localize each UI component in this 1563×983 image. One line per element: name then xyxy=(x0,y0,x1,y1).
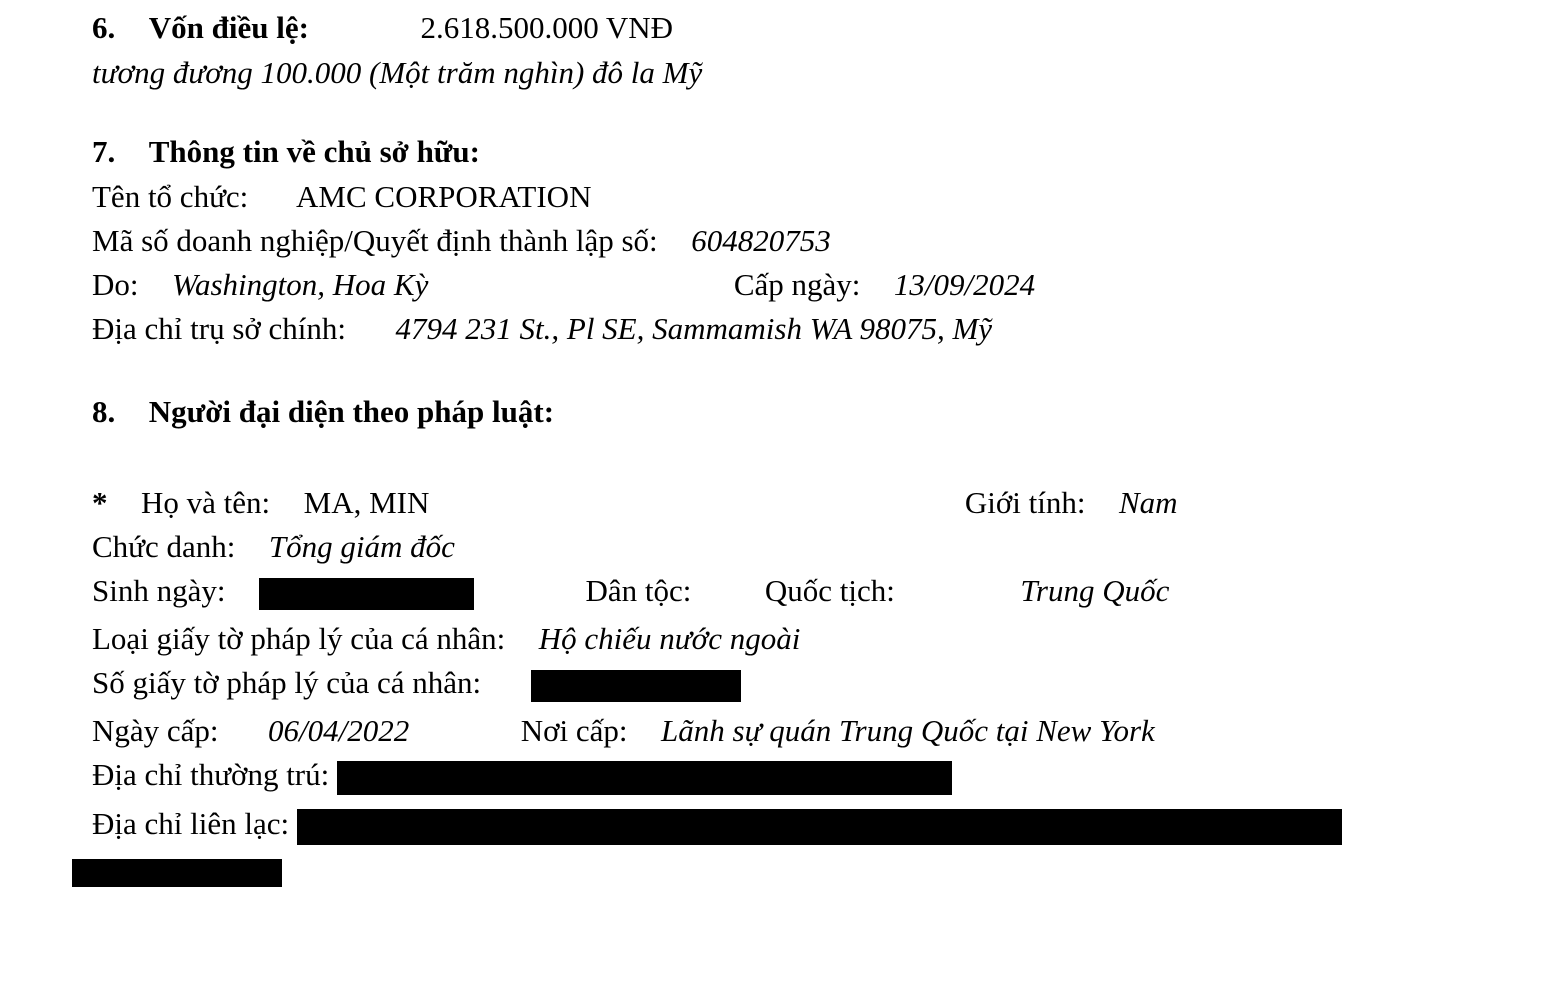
representative-name-label: Họ và tên: xyxy=(141,485,271,520)
owner-issued-date-label: Cấp ngày: xyxy=(733,267,861,302)
representative-contact-address-label: Địa chỉ liên lạc: xyxy=(92,805,290,841)
representative-doctype-line xyxy=(92,620,1563,656)
redaction-docnumber xyxy=(531,670,741,702)
document-page xyxy=(0,12,1563,983)
capital-equivalent-line: tương đương 100.000 (Một trăm nghìn) đô la Mỹ xyxy=(92,55,703,90)
representative-docissueplace-value: Lãnh sự quán Trung Quốc tại New York xyxy=(661,712,1155,748)
owner-issued-by-value: Washington, Hoa Kỳ xyxy=(172,267,429,302)
representative-birthdate-line xyxy=(92,575,1563,610)
representative-docissuedate-label: Ngày cấp: xyxy=(92,712,219,748)
owner-org-name-value: AMC CORPORATION xyxy=(296,179,592,214)
representative-doctype-label: Loại giấy tờ pháp lý của cá nhân: xyxy=(92,620,506,656)
redaction-contact-address-2 xyxy=(72,859,282,887)
capital-line xyxy=(92,12,1563,43)
representative-gender-value: Nam xyxy=(1118,485,1178,520)
representative-ethnicity-label: Dân tộc: xyxy=(585,573,692,608)
owner-org-name-line xyxy=(92,181,1563,212)
representative-nationality-value: Trung Quốc xyxy=(1020,573,1170,608)
representative-nationality-label: Quốc tịch: xyxy=(764,573,895,608)
owner-hq-address-label: Địa chỉ trụ sở chính: xyxy=(92,311,347,346)
representative-doctype-value: Hộ chiếu nước ngoài xyxy=(538,620,801,656)
owner-heading-text: Thông tin về chủ sở hữu: xyxy=(148,134,480,169)
owner-issuer-line xyxy=(92,269,1563,300)
representative-position-line xyxy=(92,531,1563,562)
owner-business-code-label: Mã số doanh nghiệp/Quyết định thành lập số: xyxy=(92,223,658,258)
representative-position-label: Chức danh: xyxy=(92,529,236,564)
owner-hq-address-value: 4794 231 St., Pl SE, Sammamish WA 98075, Mỹ xyxy=(395,311,993,346)
representative-docnumber-label: Số giấy tờ pháp lý của cá nhân: xyxy=(92,664,482,700)
representative-docissueplace-label: Nơi cấp: xyxy=(520,712,628,748)
representative-number: 8. xyxy=(92,394,116,429)
owner-business-code-line xyxy=(92,225,1563,256)
redaction-permanent-address xyxy=(337,761,952,795)
redaction-contact-address xyxy=(297,809,1342,845)
representative-docissuedate-value: 06/04/2022 xyxy=(268,712,410,748)
representative-birthdate-label: Sinh ngày: xyxy=(92,573,226,608)
representative-docissue-line xyxy=(92,712,1563,748)
capital-value: 2.618.500.000 VNĐ xyxy=(420,10,674,45)
capital-heading: Vốn điều lệ: xyxy=(148,10,309,45)
owner-section-heading xyxy=(92,136,1563,167)
owner-org-name-label: Tên tổ chức: xyxy=(92,179,249,214)
representative-position-value: Tổng giám đốc xyxy=(268,529,455,564)
representative-name-line xyxy=(92,487,1563,518)
owner-issued-by-label: Do: xyxy=(92,267,139,302)
representative-gender-label: Giới tính: xyxy=(964,485,1086,520)
representative-contact-address-line xyxy=(92,805,1563,845)
representative-contact-address-line-2 xyxy=(72,855,1563,888)
owner-number: 7. xyxy=(92,134,116,169)
representative-section-heading xyxy=(92,396,1563,427)
redaction-birthdate xyxy=(259,578,474,610)
capital-number: 6. xyxy=(92,10,116,45)
owner-business-code-value: 604820753 xyxy=(691,223,831,258)
representative-permanent-address-label: Địa chỉ thường trú: xyxy=(92,756,330,792)
owner-hq-address-line xyxy=(92,313,1563,344)
owner-issued-date-value: 13/09/2024 xyxy=(893,267,1036,302)
bullet-marker: * xyxy=(92,485,108,520)
representative-name-value: MA, MIN xyxy=(303,485,430,520)
representative-permanent-address-line xyxy=(92,756,1563,795)
representative-docnumber-line xyxy=(92,664,1563,702)
representative-heading-text: Người đại diện theo pháp luật: xyxy=(148,394,555,429)
